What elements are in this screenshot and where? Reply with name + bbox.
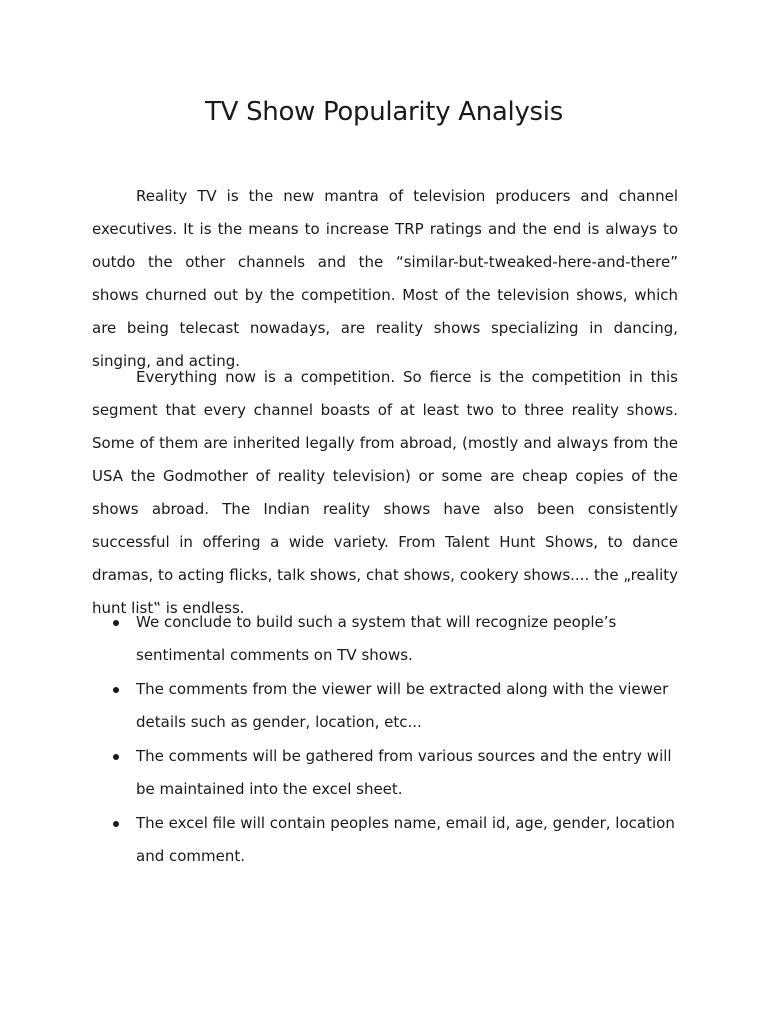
paragraph-text: Everything now is a competition. So fierce is the competition in this segment that every channel boasts of at least two to three reality shows. Some of them are inherited legally from abroad, (mostly and always from the USA the Godmother of reality television) or some are cheap copies of the shows abroad. The Indian reality shows have also been consistently successful in offering a wide variety. From Talent Hunt Shows, to dance dramas, to acting flicks, talk shows, chat shows, cookery shows.... the „reality hunt list‟ is endless. xyxy=(92,368,678,617)
paragraph-intro xyxy=(92,180,678,378)
bullet-list xyxy=(92,606,678,874)
list-item xyxy=(92,606,678,672)
list-item-text: The comments from the viewer will be extracted along with the viewer details such as gender, location, etc... xyxy=(136,680,669,731)
list-item-text: We conclude to build such a system that will recognize people’s sentimental comments on TV shows. xyxy=(136,613,617,664)
paragraph-text: Reality TV is the new mantra of television producers and channel executives. It is the means to increase TRP ratings and the end is always to outdo the other channels and the “similar-but-tweaked-here-and-there” shows churned out by the competition. Most of the television shows, which are being telecast nowadays, are reality shows specializing in dancing, singing, and acting. xyxy=(92,187,678,370)
list-item xyxy=(92,673,678,739)
paragraph-competition xyxy=(92,361,678,625)
bullet-icon xyxy=(113,821,119,827)
bullet-icon xyxy=(113,687,119,693)
bullet-icon xyxy=(113,754,119,760)
document-title: TV Show Popularity Analysis xyxy=(205,97,563,127)
list-item-text: The excel file will contain peoples name, email id, age, gender, location and comment. xyxy=(136,814,675,865)
list-item-text: The comments will be gathered from various sources and the entry will be maintained into the excel sheet. xyxy=(136,747,672,798)
list-item xyxy=(92,740,678,806)
list-item xyxy=(92,807,678,873)
bullet-icon xyxy=(113,620,119,626)
